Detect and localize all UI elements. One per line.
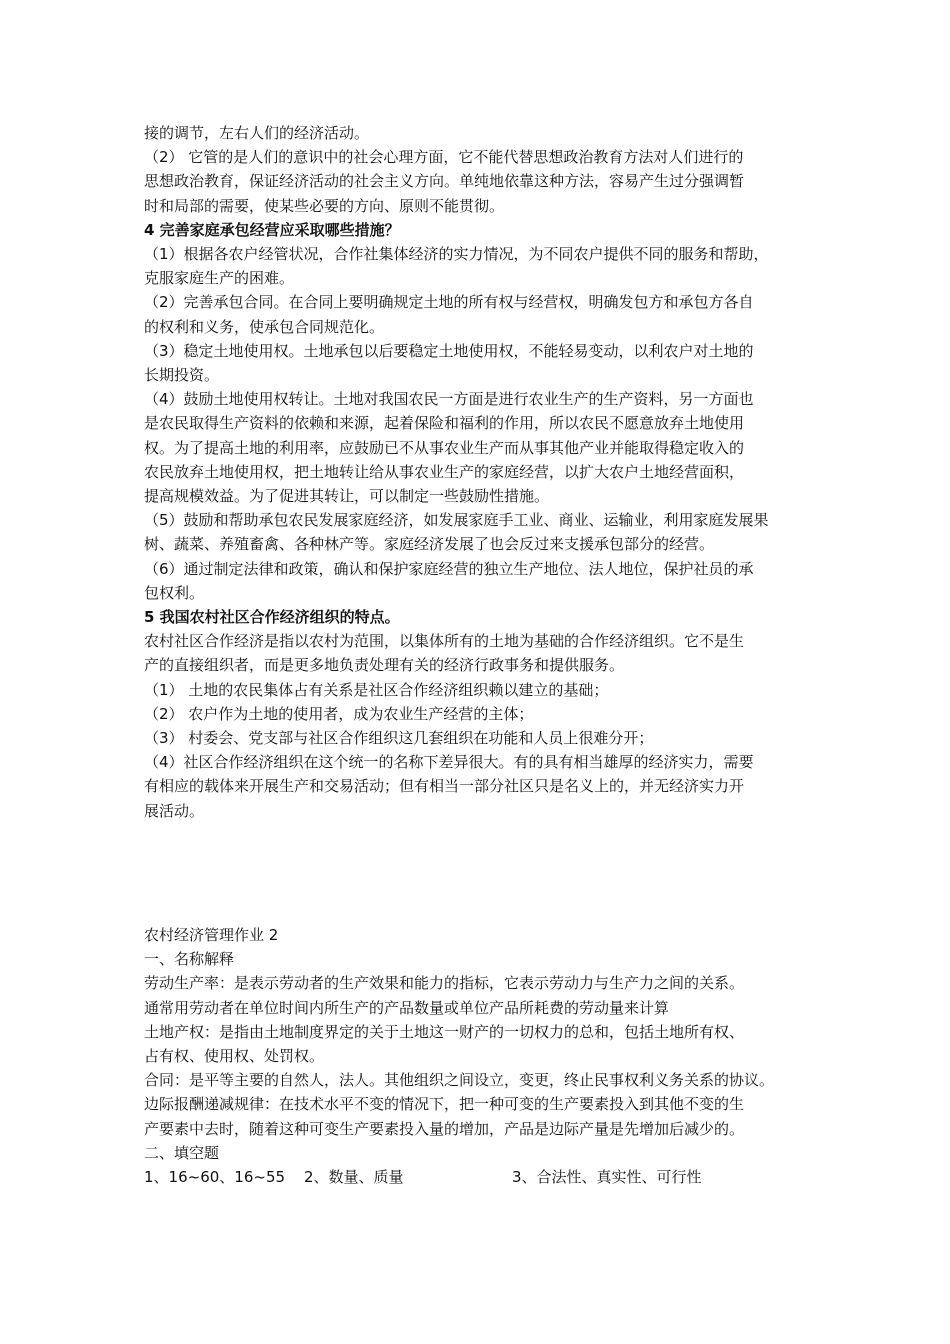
paragraph-block-4 xyxy=(144,923,824,1165)
text-line: 占有权、使用权、处罚权。 xyxy=(144,1046,325,1065)
text-line: 思想政治教育，保证经济活动的社会主义方向。单纯地依靠这种方法，容易产生过分强调暂 xyxy=(144,172,745,191)
fill-in-answers-row xyxy=(144,1165,824,1189)
text-line: 农村社区合作经济是指以农村为范围，以集体所有的土地为基础的合作经济组织。它不是生 xyxy=(144,632,745,651)
text-line: （2） 农户作为土地的使用者，成为农业生产经营的主体； xyxy=(144,704,534,723)
fill-answer-1: 1、16~60、16~55 xyxy=(144,1167,286,1186)
text-line: 土地产权：是指由土地制度界定的关于土地这一财产的一切权力的总和，包括土地所有权、 xyxy=(144,1022,745,1041)
paragraph-block-1 xyxy=(144,121,824,218)
text-line: 边际报酬递减规律：在技术水平不变的情况下，把一种可变的生产要素投入到其他不变的生 xyxy=(144,1095,745,1114)
paragraph-block-2 xyxy=(144,242,824,605)
text-line: 克服家庭生产的困难。 xyxy=(144,269,295,288)
section-heading-definitions: 一、名称解释 xyxy=(144,950,235,969)
text-line: 合同：是平等主要的自然人，法人。其他组织之间设立，变更，终止民事权利义务关系的协议。 xyxy=(144,1071,775,1090)
text-line: （1）根据各农户经管状况，合作社集体经济的实力情况，为不同农户提供不同的服务和帮助， xyxy=(144,245,769,264)
text-line: （6）通过制定法律和政策，确认和保护家庭经营的独立生产地位、法人地位，保护社员的承 xyxy=(144,559,754,578)
question-4-heading: 4 完善家庭承包经营应采取哪些措施？ xyxy=(144,220,400,239)
text-line: 长期投资。 xyxy=(144,366,220,385)
text-line: 接的调节，左右人们的经济活动。 xyxy=(144,124,370,142)
section-heading-fill-in: 二、填空题 xyxy=(144,1143,220,1162)
text-line: 树、蔬菜、养殖畜禽、各种林产等。家庭经济发展了也会反过来支援承包部分的经营。 xyxy=(144,535,715,554)
section-gap xyxy=(144,823,824,923)
text-line: （3）稳定土地使用权。土地承包以后要稳定土地使用权，不能轻易变动，以利农户对土地的 xyxy=(144,341,754,360)
text-line: 是农民取得生产资料的依赖和来源，起着保险和福利的作用，所以农民不愿意放弃土地使用 xyxy=(144,414,745,433)
text-line: （2）完善承包合同。在合同上要明确规定土地的所有权与经营权，明确发包方和承包方各自 xyxy=(144,293,754,312)
text-line: 时和局部的需要，使某些必要的方向、原则不能贯彻。 xyxy=(144,196,505,215)
text-line: 通常用劳动者在单位时间内所生产的产品数量或单位产品所耗费的劳动量来计算 xyxy=(144,998,670,1017)
text-line: （2） 它管的是人们的意识中的社会心理方面，它不能代替思想政治教育方法对人们进行的 xyxy=(144,148,744,167)
text-line: 权。为了提高土地的利用率，应鼓励已不从事农业生产而从事其他产业并能取得稳定收入的 xyxy=(144,438,745,457)
question-5-heading: 5 我国农村社区合作经济组织的特点。 xyxy=(144,608,400,627)
assignment-title: 农村经济管理作业 2 xyxy=(144,925,279,944)
text-line: （4）鼓励土地使用权转让。土地对我国农民一方面是进行农业生产的生产资料，另一方面也 xyxy=(144,390,754,409)
paragraph-block-3 xyxy=(144,629,824,823)
text-line: （3） 村委会、党支部与社区合作组织这几套组织在功能和人员上很难分开； xyxy=(144,729,654,748)
text-line: 的权利和义务，使承包合同规范化。 xyxy=(144,317,385,336)
text-line: 产要素中去时，随着这种可变生产要素投入量的增加，产品是边际产量是先增加后减少的。 xyxy=(144,1119,745,1138)
page-content xyxy=(144,121,824,1189)
text-line: 农民放弃土地使用权，把土地转让给从事农业生产的家庭经营，以扩大农户土地经营面积， xyxy=(144,462,745,481)
text-line: （5）鼓励和帮助承包农民发展家庭经济，如发展家庭手工业、商业、运输业，利用家庭发展果 xyxy=(144,511,769,530)
text-line: 劳动生产率：是表示劳动者的生产效果和能力的指标，它表示劳动力与生产力之间的关系。 xyxy=(144,974,745,993)
text-line: （4）社区合作经济组织在这个统一的名称下差异很大。有的具有相当雄厚的经济实力，需要 xyxy=(144,753,754,772)
fill-answer-2: 2、数量、质量 xyxy=(304,1167,404,1186)
text-line: 展活动。 xyxy=(144,801,205,820)
text-line: 有相应的载体来开展生产和交易活动；但有相当一部分社区只是名义上的，并无经济实力开 xyxy=(144,777,745,796)
fill-answer-3: 3、合法性、真实性、可行性 xyxy=(512,1167,702,1186)
text-line: （1） 土地的农民集体占有关系是社区合作经济组织赖以建立的基础； xyxy=(144,680,609,699)
text-line: 包权利。 xyxy=(144,583,205,602)
text-line: 提高规模效益。为了促进其转让，可以制定一些鼓励性措施。 xyxy=(144,487,550,506)
text-line: 产的直接组织者，而是更多地负责处理有关的经济行政事务和提供服务。 xyxy=(144,656,625,675)
